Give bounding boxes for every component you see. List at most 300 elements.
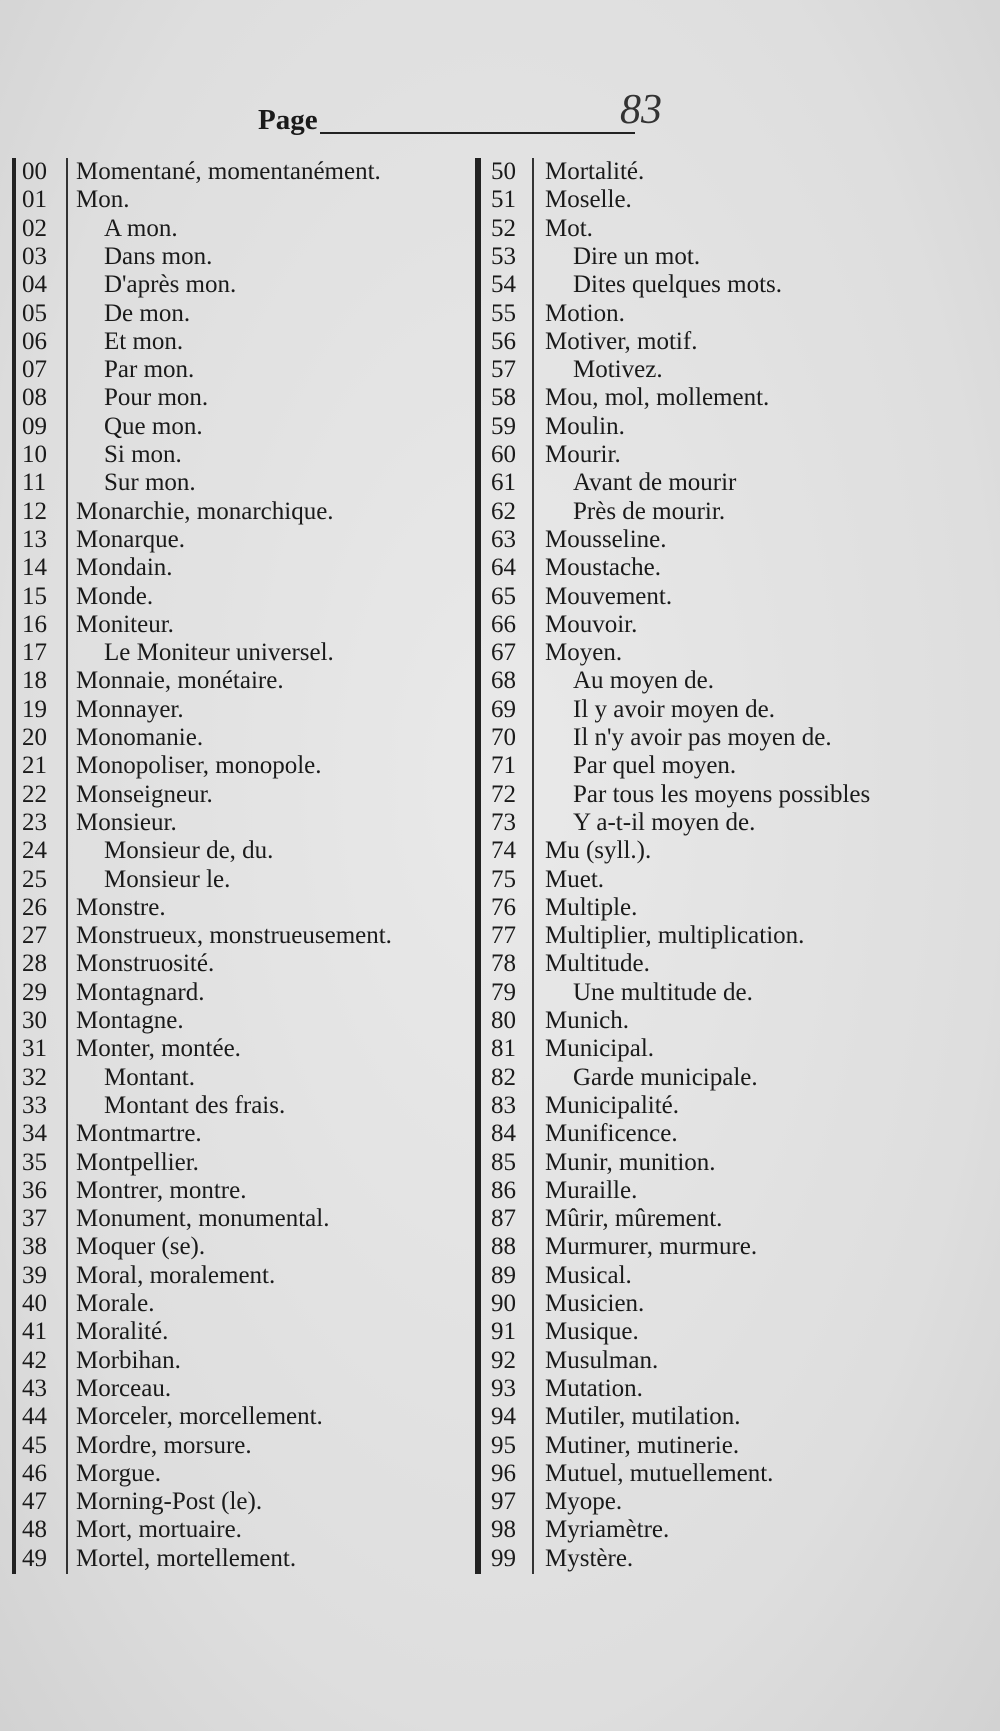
index-entry-row (475, 781, 990, 809)
entry-term: Garde municipale. (573, 1063, 758, 1091)
entry-number: 68 (491, 667, 516, 695)
index-entry-row (475, 922, 990, 950)
index-entry-row (12, 469, 477, 497)
index-entry-row (12, 1205, 477, 1233)
index-entry-row (475, 1177, 990, 1205)
entry-number: 87 (491, 1205, 516, 1233)
entry-term: Musique. (545, 1318, 639, 1346)
entry-term: Muet. (545, 865, 605, 893)
entry-term: D'après mon. (104, 271, 237, 299)
entry-term: Moquer (se). (76, 1233, 206, 1261)
index-entry-row (12, 979, 477, 1007)
index-entry-row (475, 1488, 990, 1516)
entry-term: Munich. (545, 1007, 630, 1034)
entry-term: Moselle. (545, 186, 632, 214)
entry-term: Morbihan. (76, 1346, 181, 1374)
index-entry-row (475, 1375, 990, 1403)
index-entry-row (12, 1177, 477, 1205)
entry-term: Avant de mourir (573, 469, 737, 497)
entry-term: Munir, munition. (545, 1148, 716, 1176)
entry-number: 27 (22, 922, 47, 950)
entry-number: 03 (22, 242, 47, 270)
index-entry-row (12, 1290, 477, 1318)
entry-term: Dans mon. (104, 242, 213, 270)
page-label: Page (258, 104, 318, 136)
index-entry-row (475, 1403, 990, 1431)
entry-number: 19 (22, 695, 47, 723)
index-entry-row (475, 667, 990, 695)
page-header (258, 87, 688, 140)
index-entry-row (475, 1545, 990, 1573)
index-entry-row (12, 1460, 477, 1488)
entry-number: 25 (22, 865, 47, 893)
entry-number: 51 (491, 186, 516, 214)
entry-number: 86 (491, 1176, 516, 1204)
entry-number: 60 (491, 441, 516, 468)
index-entry-row (12, 1347, 477, 1375)
entry-number: 97 (491, 1488, 516, 1516)
entry-term: Mutiler, mutilation. (545, 1403, 741, 1431)
entry-number: 49 (22, 1544, 47, 1572)
entry-term: Munificence. (545, 1120, 678, 1148)
index-entry-row (12, 441, 477, 469)
index-entry-row (12, 611, 477, 639)
entry-number: 61 (491, 469, 516, 497)
entry-term: Il n'y avoir pas moyen de. (573, 724, 832, 751)
index-entry-row (12, 554, 477, 582)
index-entry-row (12, 1375, 477, 1403)
entry-term: Mourir. (545, 441, 621, 468)
entry-number: 06 (22, 327, 47, 355)
entry-number: 18 (22, 667, 47, 695)
entry-term: Morgue. (76, 1459, 161, 1487)
entry-term: Mutuel, mutuellement. (545, 1459, 774, 1487)
index-entry-row (475, 215, 990, 243)
entry-term: Monopoliser, monopole. (76, 752, 322, 780)
index-entry-row (12, 1545, 477, 1573)
entry-term: Y a-t-il moyen de. (573, 808, 756, 836)
index-entry-row (475, 1290, 990, 1318)
entry-number: 07 (22, 356, 47, 384)
entry-number: 31 (22, 1035, 47, 1063)
entry-number: 98 (491, 1516, 516, 1544)
entry-term: Municipalité. (545, 1091, 679, 1119)
index-entry-row (475, 752, 990, 780)
entry-term: Mutiner, mutinerie. (545, 1431, 740, 1459)
entry-number: 85 (491, 1148, 516, 1176)
entry-number: 48 (22, 1516, 47, 1544)
entry-number: 53 (491, 242, 516, 270)
index-entry-row (12, 271, 477, 299)
index-entry-row (12, 1035, 477, 1063)
entry-term: Momentané, momentanément. (76, 158, 381, 185)
entry-term: Mon. (76, 186, 130, 214)
entry-term: Multiplier, multiplication. (545, 922, 805, 950)
index-entry-row (475, 1035, 990, 1063)
entry-term: Moniteur. (76, 610, 174, 638)
entry-term: Mu (syll.). (545, 837, 652, 865)
entry-term: Montagne. (76, 1007, 184, 1034)
entry-number: 95 (491, 1431, 516, 1459)
entry-number: 77 (491, 922, 516, 950)
index-entry-row (12, 1092, 477, 1120)
index-entry-row (12, 186, 477, 214)
entry-term: Mondain. (76, 554, 173, 582)
entry-number: 71 (491, 752, 516, 780)
index-entry-row (12, 639, 477, 667)
entry-term: Musicien. (545, 1290, 645, 1317)
entry-number: 63 (491, 525, 516, 553)
index-entry-row (12, 667, 477, 695)
index-entry-row (475, 979, 990, 1007)
entry-term: Mot. (545, 214, 593, 242)
index-entry-row (475, 894, 990, 922)
index-entry-row (475, 441, 990, 469)
index-entry-row (475, 1347, 990, 1375)
entry-number: 55 (491, 299, 516, 327)
entry-number: 65 (491, 582, 516, 610)
entry-number: 20 (22, 724, 47, 751)
entry-number: 02 (22, 214, 47, 242)
entry-number: 23 (22, 808, 47, 836)
entry-number: 40 (22, 1290, 47, 1317)
index-entry-row (475, 639, 990, 667)
entry-term: Montmartre. (76, 1120, 202, 1148)
entry-term: Montrer, montre. (76, 1176, 247, 1204)
index-entry-row (475, 1149, 990, 1177)
entry-term: Mutation. (545, 1374, 643, 1402)
entry-number: 56 (491, 327, 516, 355)
entry-number: 13 (22, 525, 47, 553)
index-entry-row (12, 1432, 477, 1460)
entry-number: 94 (491, 1403, 516, 1431)
entry-term: Une multitude de. (573, 978, 753, 1006)
entry-term: Monsieur. (76, 808, 177, 836)
index-entry-row (12, 1120, 477, 1148)
entry-number: 22 (22, 780, 47, 808)
entry-term: Monarque. (76, 525, 185, 553)
entry-number: 32 (22, 1063, 47, 1091)
index-entry-row (12, 526, 477, 554)
entry-term: Monnayer. (76, 695, 184, 723)
entry-term: Moralité. (76, 1318, 169, 1346)
index-entry-row (475, 243, 990, 271)
entry-number: 00 (22, 158, 47, 185)
entry-term: Myriamètre. (545, 1516, 670, 1544)
entry-term: Mystère. (545, 1544, 634, 1572)
entry-number: 12 (22, 497, 47, 525)
index-entry-row (12, 894, 477, 922)
index-entry-row (475, 413, 990, 441)
entry-term: Mousseline. (545, 525, 667, 553)
entry-term: Mouvement. (545, 582, 673, 610)
entry-term: Monde. (76, 582, 154, 610)
entry-term: Pour mon. (104, 384, 209, 412)
entry-term: Monter, montée. (76, 1035, 241, 1063)
handwritten-page-number: 83 (620, 87, 662, 133)
index-entry-row (475, 837, 990, 865)
index-entry-row (12, 1403, 477, 1431)
left-index-column (12, 158, 477, 1574)
entry-term: De mon. (104, 299, 191, 327)
entry-number: 38 (22, 1233, 47, 1261)
entry-number: 59 (491, 412, 516, 440)
index-entry-row (12, 1149, 477, 1177)
entry-term: Municipal. (545, 1035, 655, 1063)
entry-term: Mouvoir. (545, 610, 638, 638)
index-entry-row (475, 1233, 990, 1261)
entry-term: Si mon. (104, 441, 182, 468)
entry-number: 10 (22, 441, 47, 468)
index-entry-row (12, 1516, 477, 1544)
index-entry-row (12, 1007, 477, 1035)
entry-number: 70 (491, 724, 516, 751)
entry-term: Morale. (76, 1290, 155, 1317)
index-entry-row (12, 837, 477, 865)
index-entry-row (475, 1092, 990, 1120)
index-entry-row (475, 554, 990, 582)
entry-number: 26 (22, 893, 47, 921)
index-entry-row (475, 866, 990, 894)
index-entry-row (475, 498, 990, 526)
index-entry-row (475, 1318, 990, 1346)
entry-term: Mortel, mortellement. (76, 1544, 297, 1572)
entry-term: Morceau. (76, 1374, 172, 1402)
index-entry-row (475, 158, 990, 186)
index-entry-row (475, 1262, 990, 1290)
index-entry-row (12, 866, 477, 894)
entry-term: Près de mourir. (573, 497, 726, 525)
entry-term: Mûrir, mûrement. (545, 1205, 723, 1233)
entry-term: Il y avoir moyen de. (573, 695, 776, 723)
entry-number: 17 (22, 639, 47, 667)
entry-number: 04 (22, 271, 47, 299)
entry-number: 47 (22, 1488, 47, 1516)
index-entry-row (12, 1488, 477, 1516)
entry-number: 57 (491, 356, 516, 384)
entry-number: 79 (491, 978, 516, 1006)
entry-number: 35 (22, 1148, 47, 1176)
entry-term: Motion. (545, 299, 625, 327)
entry-number: 78 (491, 950, 516, 978)
page-number-rule (320, 132, 635, 134)
entry-term: Par tous les moyens possibles (573, 780, 871, 808)
entry-term: Monomanie. (76, 724, 204, 751)
entry-term: Monument, monumental. (76, 1205, 330, 1233)
index-entry-row (475, 583, 990, 611)
entry-term: Et mon. (104, 327, 184, 355)
entry-number: 64 (491, 554, 516, 582)
entry-number: 52 (491, 214, 516, 242)
index-entry-row (475, 1460, 990, 1488)
index-entry-row (475, 271, 990, 299)
entry-number: 96 (491, 1459, 516, 1487)
entry-number: 84 (491, 1120, 516, 1148)
entry-number: 28 (22, 950, 47, 978)
index-entry-row (475, 300, 990, 328)
entry-term: Monseigneur. (76, 780, 213, 808)
entry-term: Que mon. (104, 412, 203, 440)
entry-number: 82 (491, 1063, 516, 1091)
index-entry-row (475, 1007, 990, 1035)
index-entry-row (12, 215, 477, 243)
index-entry-row (12, 922, 477, 950)
entry-term: Morceler, morcellement. (76, 1403, 323, 1431)
index-entry-row (475, 356, 990, 384)
index-entry-row (12, 950, 477, 978)
entry-number: 16 (22, 610, 47, 638)
entry-number: 29 (22, 978, 47, 1006)
entry-number: 62 (491, 497, 516, 525)
index-entry-row (12, 328, 477, 356)
entry-number: 66 (491, 610, 516, 638)
index-entry-row (12, 724, 477, 752)
index-entry-row (475, 1516, 990, 1544)
entry-number: 39 (22, 1261, 47, 1289)
index-entry-row (475, 1205, 990, 1233)
entry-term: Morning-Post (le). (76, 1488, 263, 1516)
entry-number: 80 (491, 1007, 516, 1034)
entry-term: Mort, mortuaire. (76, 1516, 242, 1544)
entry-term: Mou, mol, mollement. (545, 384, 770, 412)
index-entry-row (12, 243, 477, 271)
entry-number: 44 (22, 1403, 47, 1431)
entry-number: 88 (491, 1233, 516, 1261)
entry-term: Monnaie, monétaire. (76, 667, 284, 695)
entry-term: Par quel moyen. (573, 752, 737, 780)
entry-number: 90 (491, 1290, 516, 1317)
entry-term: Au moyen de. (573, 667, 714, 695)
entry-term: Monarchie, monarchique. (76, 497, 334, 525)
entry-term: Moulin. (545, 412, 625, 440)
index-entry-row (12, 696, 477, 724)
entry-term: Mordre, morsure. (76, 1431, 252, 1459)
entry-term: Monstruosité. (76, 950, 215, 978)
entry-number: 41 (22, 1318, 47, 1346)
entry-term: Montant. (104, 1063, 195, 1091)
entry-number: 91 (491, 1318, 516, 1346)
index-entry-row (12, 583, 477, 611)
entry-number: 72 (491, 780, 516, 808)
index-entry-row (475, 724, 990, 752)
entry-number: 74 (491, 837, 516, 865)
entry-number: 43 (22, 1374, 47, 1402)
entry-number: 42 (22, 1346, 47, 1374)
entry-term: Monsieur de, du. (104, 837, 274, 865)
entry-term: Moustache. (545, 554, 661, 582)
entry-term: Montant des frais. (104, 1091, 286, 1119)
index-entry-row (12, 356, 477, 384)
entry-number: 45 (22, 1431, 47, 1459)
index-entry-row (12, 1064, 477, 1092)
entry-number: 36 (22, 1176, 47, 1204)
entry-term: Mortalité. (545, 158, 645, 185)
entry-term: Dites quelques mots. (573, 271, 783, 299)
index-entry-row (475, 809, 990, 837)
entry-number: 76 (491, 893, 516, 921)
entry-term: Musical. (545, 1261, 632, 1289)
entry-number: 08 (22, 384, 47, 412)
entry-term: Muraille. (545, 1176, 638, 1204)
entry-number: 37 (22, 1205, 47, 1233)
entry-number: 58 (491, 384, 516, 412)
entry-term: Montpellier. (76, 1148, 199, 1176)
entry-term: Montagnard. (76, 978, 205, 1006)
entry-term: Multitude. (545, 950, 650, 978)
entry-term: Moral, moralement. (76, 1261, 276, 1289)
entry-term: Le Moniteur universel. (104, 639, 334, 667)
entry-number: 89 (491, 1261, 516, 1289)
entry-number: 34 (22, 1120, 47, 1148)
index-entry-row (475, 1432, 990, 1460)
index-entry-row (12, 158, 477, 186)
entry-term: Motivez. (573, 356, 663, 384)
index-entry-row (475, 1064, 990, 1092)
entry-number: 05 (22, 299, 47, 327)
index-entry-row (475, 696, 990, 724)
index-entry-row (12, 781, 477, 809)
index-entry-row (475, 950, 990, 978)
entry-number: 93 (491, 1374, 516, 1402)
entry-number: 92 (491, 1346, 516, 1374)
entry-number: 33 (22, 1091, 47, 1119)
entry-term: Monsieur le. (104, 865, 231, 893)
entry-number: 67 (491, 639, 516, 667)
index-entry-row (12, 384, 477, 412)
right-index-column (475, 158, 990, 1574)
entry-number: 50 (491, 158, 516, 185)
entry-number: 69 (491, 695, 516, 723)
entry-number: 83 (491, 1091, 516, 1119)
index-entry-row (12, 413, 477, 441)
entry-number: 14 (22, 554, 47, 582)
entry-term: Moyen. (545, 639, 623, 667)
index-entry-row (475, 328, 990, 356)
index-entry-row (475, 186, 990, 214)
entry-number: 21 (22, 752, 47, 780)
entry-term: Sur mon. (104, 469, 196, 497)
entry-number: 54 (491, 271, 516, 299)
index-entry-row (475, 1120, 990, 1148)
index-entry-row (12, 498, 477, 526)
entry-term: Murmurer, murmure. (545, 1233, 758, 1261)
entry-number: 30 (22, 1007, 47, 1034)
entry-number: 75 (491, 865, 516, 893)
entry-number: 11 (22, 469, 47, 497)
entry-term: Monstrueux, monstrueusement. (76, 922, 392, 950)
index-entry-row (475, 384, 990, 412)
entry-term: Myope. (545, 1488, 623, 1516)
index-entry-row (12, 1233, 477, 1261)
index-entry-row (12, 752, 477, 780)
index-entry-row (12, 1318, 477, 1346)
entry-number: 46 (22, 1459, 47, 1487)
entry-number: 99 (491, 1544, 516, 1572)
index-entry-row (12, 809, 477, 837)
index-entry-row (12, 1262, 477, 1290)
entry-term: Par mon. (104, 356, 195, 384)
entry-number: 24 (22, 837, 47, 865)
entry-number: 81 (491, 1035, 516, 1063)
index-entry-row (475, 611, 990, 639)
entry-number: 09 (22, 412, 47, 440)
entry-term: Monstre. (76, 893, 166, 921)
entry-number: 73 (491, 808, 516, 836)
entry-term: Motiver, motif. (545, 327, 698, 355)
entry-number: 15 (22, 582, 47, 610)
index-entry-row (475, 469, 990, 497)
entry-term: Multiple. (545, 893, 638, 921)
